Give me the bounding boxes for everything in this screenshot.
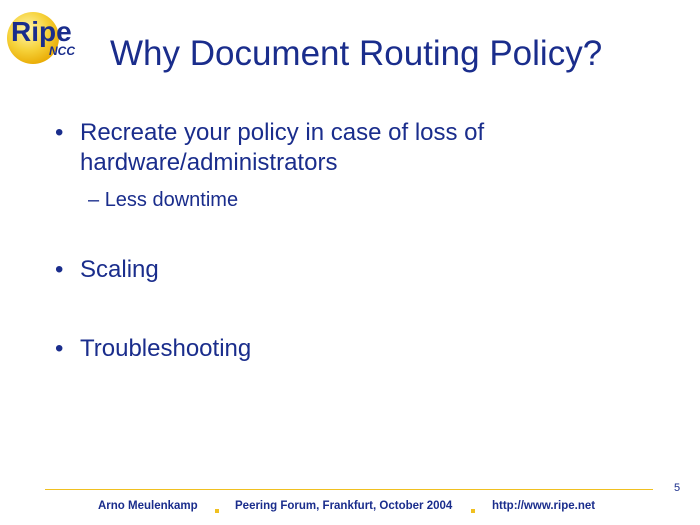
bullet-item xyxy=(55,118,675,182)
ripe-ncc-logo xyxy=(3,5,87,67)
sub-bullet-dash: – xyxy=(88,189,100,211)
footer-url: http://www.ripe.net xyxy=(492,500,596,512)
footer xyxy=(0,500,700,516)
bullet-text: Scaling xyxy=(80,256,159,283)
footer-event: Peering Forum, Frankfurt, October 2004 xyxy=(235,500,453,512)
footer-separator xyxy=(471,509,475,513)
footer-separator xyxy=(215,509,219,513)
sub-bullet-text: Less downtime xyxy=(104,189,239,211)
logo-sub: NCC xyxy=(49,44,75,58)
ripe-ncc-logo-graphic xyxy=(3,5,87,67)
page-number: 5 xyxy=(674,482,681,494)
footer-divider xyxy=(45,489,653,490)
footer-author: Arno Meulenkamp xyxy=(98,500,198,512)
bullet-dot: • xyxy=(55,119,64,146)
logo-word: Ripe xyxy=(11,16,72,47)
slide-title: Why Document Routing Policy? xyxy=(110,34,603,73)
bullet-dot: • xyxy=(55,335,64,362)
bullet-text: Troubleshooting xyxy=(80,335,252,362)
bullet-text: Recreate your policy in case of loss of hardware/administrators xyxy=(80,119,485,176)
sub-bullet-item xyxy=(88,188,648,212)
bullet-dot: • xyxy=(55,256,64,283)
